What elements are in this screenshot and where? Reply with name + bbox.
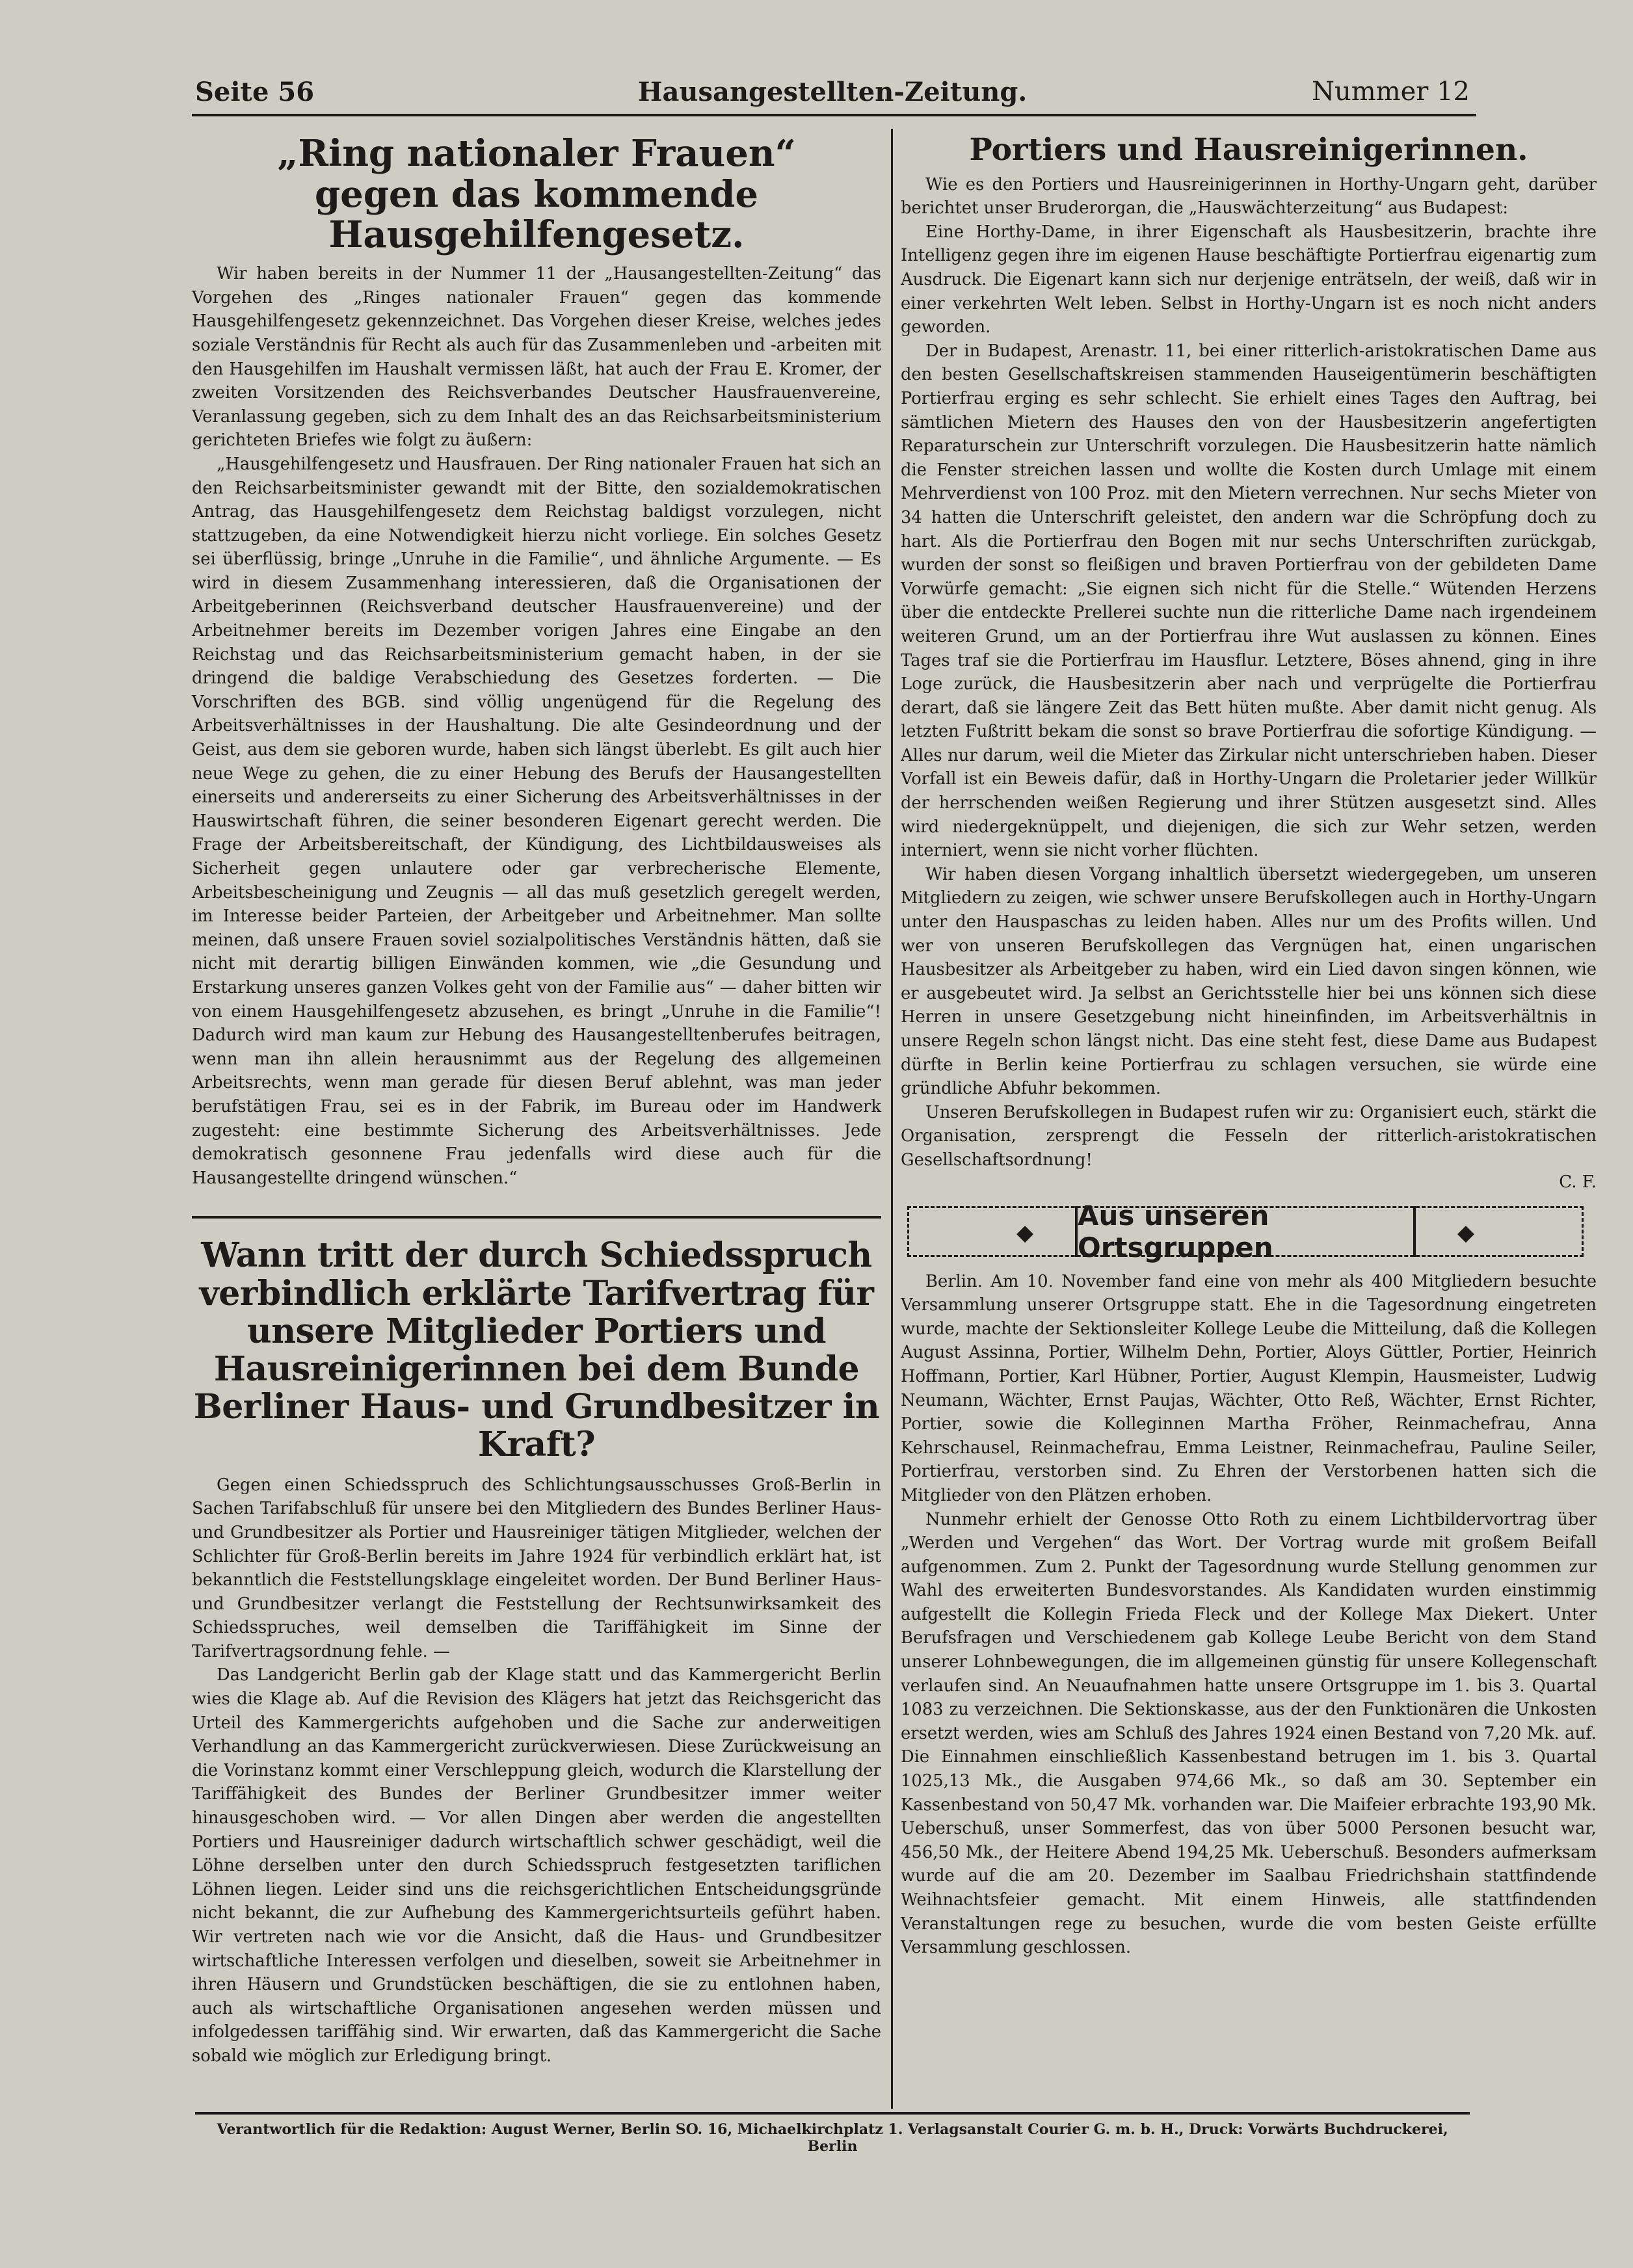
article4-paragraph: Berlin. Am 10. November fand eine von mehr als 400 Mitgliedern besuchte Versammlung unserer Ortsgruppe statt. Ehe in die Tagesordnung eingetreten wurde, machte der Sektionsleiter Kollege Leube die Mitteilung, daß die Kollegen August Assinna, Portier, Wilhelm Dehn, Portier, Aloys Güttler, Portier, Heinrich Hoffmann, Portier, Karl Hübner, Portier, August Klempin, Hausmeister, Ludwig Neumann, Wächter, Ernst Paujas, Wächter, Otto Reß, Wächter, Ernst Richter, Portier, sowie die Kolleginnen Martha Fröher, Reinmachefrau, Anna Kehrschausel, Reinmachefrau, Emma Leistner, Reinmachefrau, Pauline Seiler, Portierfrau, verstorben sind. Zu Ehren der Verstorbenen hatten sich die Mitglieder von den Plätzen erhoben. — [901, 1271, 1597, 1505]
ornament-right-icon: ◆ — [1457, 1219, 1474, 1246]
footer-rule — [195, 2112, 1470, 2115]
article1-title-line2: gegen das kommende Hausgehilfengesetz. — [314, 172, 759, 257]
article3-body — [901, 173, 1597, 1172]
article1-title-line1: „Ring nationaler Frauen“ — [277, 132, 796, 175]
article3-paragraph: Der in Budapest, Arenastr. 11, bei einer ritterlich-aristokratischen Dame aus den besten Gesellschaftskreisen stammenden Hauseigentümerin beschäftigten Portierfrau erging es sehr schlecht. Sie erhielt eines Tages den Auftrag, bei sämtlichen Mietern des Hauses den von der Hausbesitzerin angefertigten Reparaturschein zur Unterschrift vorzulegen. Die Hausbesitzerin hatte nämlich die Fenster streichen lassen und wollte die Kosten durch Umlage mit einem Mehrverdienst von 100 Proz. mit den Mietern verrechnen. Nur sechs Mieter von 34 hatten die Unterschrift geleistet, den andern war die Schröpfung doch zu hart. Als die Portierfrau den Bogen mit nur sechs Unterschriften zurückgab, wurden der sonst so fleißigen und braven Portierfrau von der gebildeten Dame Vorwürfe gemacht: „Sie eignen sich nicht für die Stelle.“ Wütenden Herzens über die entdeckte Prellerei suchte nun die ritterliche Dame nach irgendeinem weiteren Grund, um an der Portierfrau ihre Wut auslassen zu können. Eines Tages traf sie die Portierfrau im Hausflur. Letztere, Böses ahnend, ging in ihre Loge zurück, die Hausbesitzerin aber nach und verprügelte die Portierfrau derart, daß sie längere Zeit das Bett hüten mußte. Aber damit nicht genug. Als letzten Fußtritt bekam die sonst so brave Portierfrau die sofortige Kündigung. — Alles nur darum, weil die Mieter das Zirkular nicht unterschrieben haben. Dieser Vorfall ist ein Beweis dafür, daß in Horthy-Ungarn die Proletarier jeder Willkür der herrschenden weißen Regierung und ihrer Stützen ausgesetzt sind. Alles wird niedergeknüppelt, und diejenigen, die sich zur Wehr setzen, werden interniert, wenn sie nicht vorher flüchten. — [901, 341, 1597, 861]
article4-body — [901, 1270, 1597, 1960]
ornament-left-icon: ◆ — [1016, 1219, 1034, 1246]
journal-title: Hausangestellten-Zeitung. — [637, 77, 1028, 107]
section-title: Aus unseren Ortsgruppen — [1075, 1206, 1416, 1257]
article3-paragraph: Wir haben diesen Vorgang inhaltlich übersetzt wiedergegeben, um unseren Mitgliedern zu zeigen, wie schwer unsere Berufskollegen auch in Horthy-Ungarn unter den Hauspaschas zu leiden haben. Alles nur um des Profits willen. Und wer von unseren Berufskollegen das Vergnügen hat, einen ungarischen Hausbesitzer als Arbeitgeber zu haben, wird ein Lied davon singen können, wie er ausgebeutet wird. Ja selbst an Gerichtsstelle hier bei uns können sich diese Herren in unsere Gesetzgebung nicht hineinfinden, im Arbeitsverhältnis in unsere Regeln schon längst nicht. Das eine steht fest, diese Dame aus Budapest dürfte in Berlin keine Portierfrau zu schlagen versuchen, sie würde eine gründliche Abfuhr bekommen. — [901, 864, 1597, 1099]
article3-title: Portiers und Hausreinigerinnen. — [969, 132, 1528, 168]
column-divider — [891, 129, 893, 2109]
article1-paragraph: „Hausgehilfengesetz und Hausfrauen. Der Ring nationaler Frauen hat sich an den Reichsarbeitsminister gewandt mit der Bitte, den sozialdemokratischen Antrag, das Hausgehilfengesetz dem Reichstag baldigst vorzulegen, nicht stattzugeben, da eine Notwendigkeit hierzu nicht vorliege. Ein solches Gesetz sei überflüssig, bringe „Unruhe in die Familie“, und ähnliche Argumente. — Es wird in diesem Zusammenhang interessieren, daß die Organisationen der Arbeitgeberinnen (Reichsverband deutscher Hausfrauenvereine) und der Arbeitnehmer bereits im Dezember vorigen Jahres eine Eingabe an den Reichstag und das Reichsarbeitsministerium gemacht haben, in der sie dringend die baldige Verabschiedung des Gesetzes forderten. — Die Vorschriften des BGB. sind völlig ungenügend für die Regelung des Arbeitsverhältnisses in der Haushaltung. Die alte Gesindeordnung und der Geist, aus dem sie geboren wurde, haben sich längst überlebt. Es gilt auch hier neue Wege zu gehen, die zu einer Hebung des Berufs der Hausangestellten einerseits und andererseits zu einer Sicherung des Arbeitsverhältnisses in der Hauswirtschaft führen, die seiner besonderen Eigenart gerecht werden. Die Frage der Arbeitsbereitschaft, der Kündigung, des Lichtbildausweises als Sicherheit gegen unlautere oder gar verbrecherische Elemente, Arbeitsbescheinigung und Zeugnis — all das muß gesetzlich geregelt werden, im Interesse beider Parteien, der Arbeitgeber und Arbeitnehmer. Man sollte meinen, daß unsere Frauen soviel sozialpolitisches Verständnis hätten, daß sie nicht mit derartig billigen Einwänden kommen, wie „die Gesundung und Erstarkung unseres ganzen Volkes geht von der Familie aus“ — daher bitten wir von einem Hausgehilfengesetz abzusehen, es bringt „Unruhe in die Familie“! Dadurch wird man kaum zur Hebung des Hausangestelltenberufes beitragen, wenn man ihn allein herausnimmt aus der Regelung des allgemeinen Arbeitsrechts, wenn man gerade für diesen Beruf ablehnt, was man jeder berufstätigen Frau, sei es in der Fabrik, im Bureau oder im Handwerk zugesteht: eine bestimmte Sicherung des Arbeitsverhältnisses. Jede demokratisch gesonnene Frau jedenfalls wird diese auch für die Hausangestellte dringend wünschen.“ — [192, 454, 881, 1188]
article2-paragraph: Das Landgericht Berlin gab der Klage statt und das Kammergericht Berlin wies die Klage ab. Auf die Revision des Klägers hat jetzt das Reichsgericht das Urteil des Kammergerichts aufgehoben und die Sache zur anderweitigen Verhandlung an das Kammergericht zurückverwiesen. Diese Zurückweisung an die Vorinstanz kommt einer Verschleppung gleich, wodurch die Klarstellung der Tariffähigkeit des Bundes der Berliner Grundbesitzer immer weiter hinausgeschoben wird. — Vor allen Dingen aber werden die angestellten Portiers und Hausreiniger dadurch wirtschaftlich schwer geschädigt, weil die Löhne derselben unter den durch Schiedsspruch festgesetzten tariflichen Löhnen liegen. Leider sind uns die reichsgerichtlichen Entscheidungsgründe nicht bekannt, die zur Aufhebung des Kammergerichtsurteils geführt haben. Wir vertreten nach wie vor die Ansicht, daß die Haus- und Grundbesitzer wirtschaftliche Interessen verfolgen und dieselben, soweit sie Arbeitnehmer in ihren Häusern und Grundstücken beschäftigen, die sie zu entlohnen haben, auch als wirtschaftliche Organisationen angesehen werden müssen und infolgedessen tariffähig sind. Wir erwarten, daß das Kammergericht die Sache sobald wie möglich zur Erledigung bringt. — [192, 1665, 881, 2066]
article2-paragraph: Gegen einen Schiedsspruch des Schlichtungsausschusses Groß-Berlin in Sachen Tarifabschluß für unsere bei den Mitgliedern des Bundes Berliner Haus- und Grundbesitzer als Portier und Hausreiniger tätigen Mitglieder, welchen der Schlichter für Groß-Berlin bereits im Jahre 1924 für verbindlich erklärt hat, ist bekanntlich die Feststellungsklage eingeleitet worden. Der Bund Berliner Haus- und Grundbesitzer verlangt die Feststellung der Rechtsunwirksamkeit des Schiedsspruches, weil demselben die Tariffähigkeit im Sinne der Tarifvertragsordnung fehle. — — [192, 1475, 881, 1661]
article2-title: Wann tritt der durch Schiedsspruch verbindlich erklärte Tarifvertrag für unsere Mitglieder Portiers und Hausreinigerinnen bei dem Bunde Berliner Haus- und Grundbesitzer in Kraft? — [193, 1235, 880, 1465]
running-header — [195, 77, 1470, 109]
article-separator — [192, 1216, 881, 1219]
right-column — [901, 133, 1597, 1960]
article3-paragraph: Wie es den Portiers und Hausreinigerinnen in Horthy-Ungarn geht, darüber berichtet unser Bruderorgan, die „Hauswächterzeitung“ aus Budapest: — [901, 174, 1597, 218]
article2-body — [192, 1473, 881, 2068]
left-column — [192, 133, 881, 2068]
article3-signature: C. F. — [1559, 1172, 1597, 1192]
article1-body — [192, 262, 881, 1190]
issue-number: Nummer 12 — [1311, 77, 1470, 107]
header-rule — [192, 114, 1476, 116]
section-heading-box — [907, 1199, 1584, 1263]
article3-paragraph: Unseren Berufskollegen in Budapest rufen wir zu: Organisiert euch, stärkt die Organisation, zersprengt die Fesseln der ritterlich-aristokratischen Gesellschaftsordnung! — [901, 1102, 1597, 1170]
page-label: Seite 56 — [195, 77, 315, 107]
article3-paragraph: Eine Horthy-Dame, in ihrer Eigenschaft als Hausbesitzerin, brachte ihre Intelligenz gegen ihre im eigenen Hause beschäftigte Portierfrau eigenartig zum Ausdruck. Die Eigenart kann sich nur derjenige enträtseln, der weiß, daß wir in einer verkehrten Welt leben. Selbst in Horthy-Ungarn ist es noch nicht anders geworden. — [901, 222, 1597, 337]
article1-paragraph: Wir haben bereits in der Nummer 11 der „Hausangestellten-Zeitung“ das Vorgehen des „Ringes nationaler Frauen“ gegen das kommende Hausgehilfengesetz gekennzeichnet. Das Vorgehen dieser Kreise, welches jedes soziale Verständnis für Recht als auch für das Zusammenleben und -arbeiten mit den Hausgehilfen im Haushalt vermissen läßt, hat auch der Frau E. Kromer, der zweiten Vorsitzenden des Reichsverbandes Deutscher Hausfrauenvereine, Veranlassung gegeben, sich zu dem Inhalt des an das Reichsarbeitsministerium gerichteten Briefes wie folgt zu äußern: — [192, 264, 881, 451]
article4-paragraph: Nunmehr erhielt der Genosse Otto Roth zu einem Lichtbildervortrag über „Werden und Vergehen“ das Wort. Der Vortrag wurde mit großem Beifall aufgenommen. Zum 2. Punkt der Tagesordnung wurde Stellung genommen zur Wahl des erweiterten Bundesvorstandes. Als Kandidaten wurden einstimmig aufgestellt die Kollegin Frieda Fleck und der Kollege Max Diekert. Unter Berufsfragen und Verschiedenem gab Kollege Leube Bericht von dem Stand unserer Lohnbewegungen, die im allgemeinen günstig für unsere Kollegenschaft verlaufen sind. An Neuaufnahmen hatte unsere Ortsgruppe im 1. bis 3. Quartal 1083 zu verzeichnen. Die Sektionskasse, aus der den Funktionären die Unkosten ersetzt werden, wies am Schluß des Jahres 1924 einen Bestand von 7,20 Mk. auf. Die Einnahmen einschließlich Kassenbestand betrugen im 1. bis 3. Quartal 1025,13 Mk., die Ausgaben 974,66 Mk., so daß am 30. September ein Kassenbestand von 50,47 Mk. vorhanden war. Die Maifeier erbrachte 193,90 Mk. Ueberschuß, unser Sommerfest, das von über 5000 Personen besucht war, 456,50 Mk., der Heitere Abend 194,25 Mk. Ueberschuß. Besonders aufmerksam wurde auf die am 20. Dezember im Saalbau Friedrichshain stattfindende Weihnachtsfeier gemacht. Mit einem Hinweis, alle stattfindenden Veranstaltungen rege zu besuchen, wurde die vom besten Geiste erfüllte Versammlung geschlossen. — [901, 1509, 1597, 1958]
imprint: Verantwortlich für die Redaktion: August Werner, Berlin SO. 16, Michaelkirchplatz 1. Verlagsanstalt Courier G. m. b. H., Druck: Vorwärts Buchdruckerei, Berlin — [217, 2121, 1448, 2155]
